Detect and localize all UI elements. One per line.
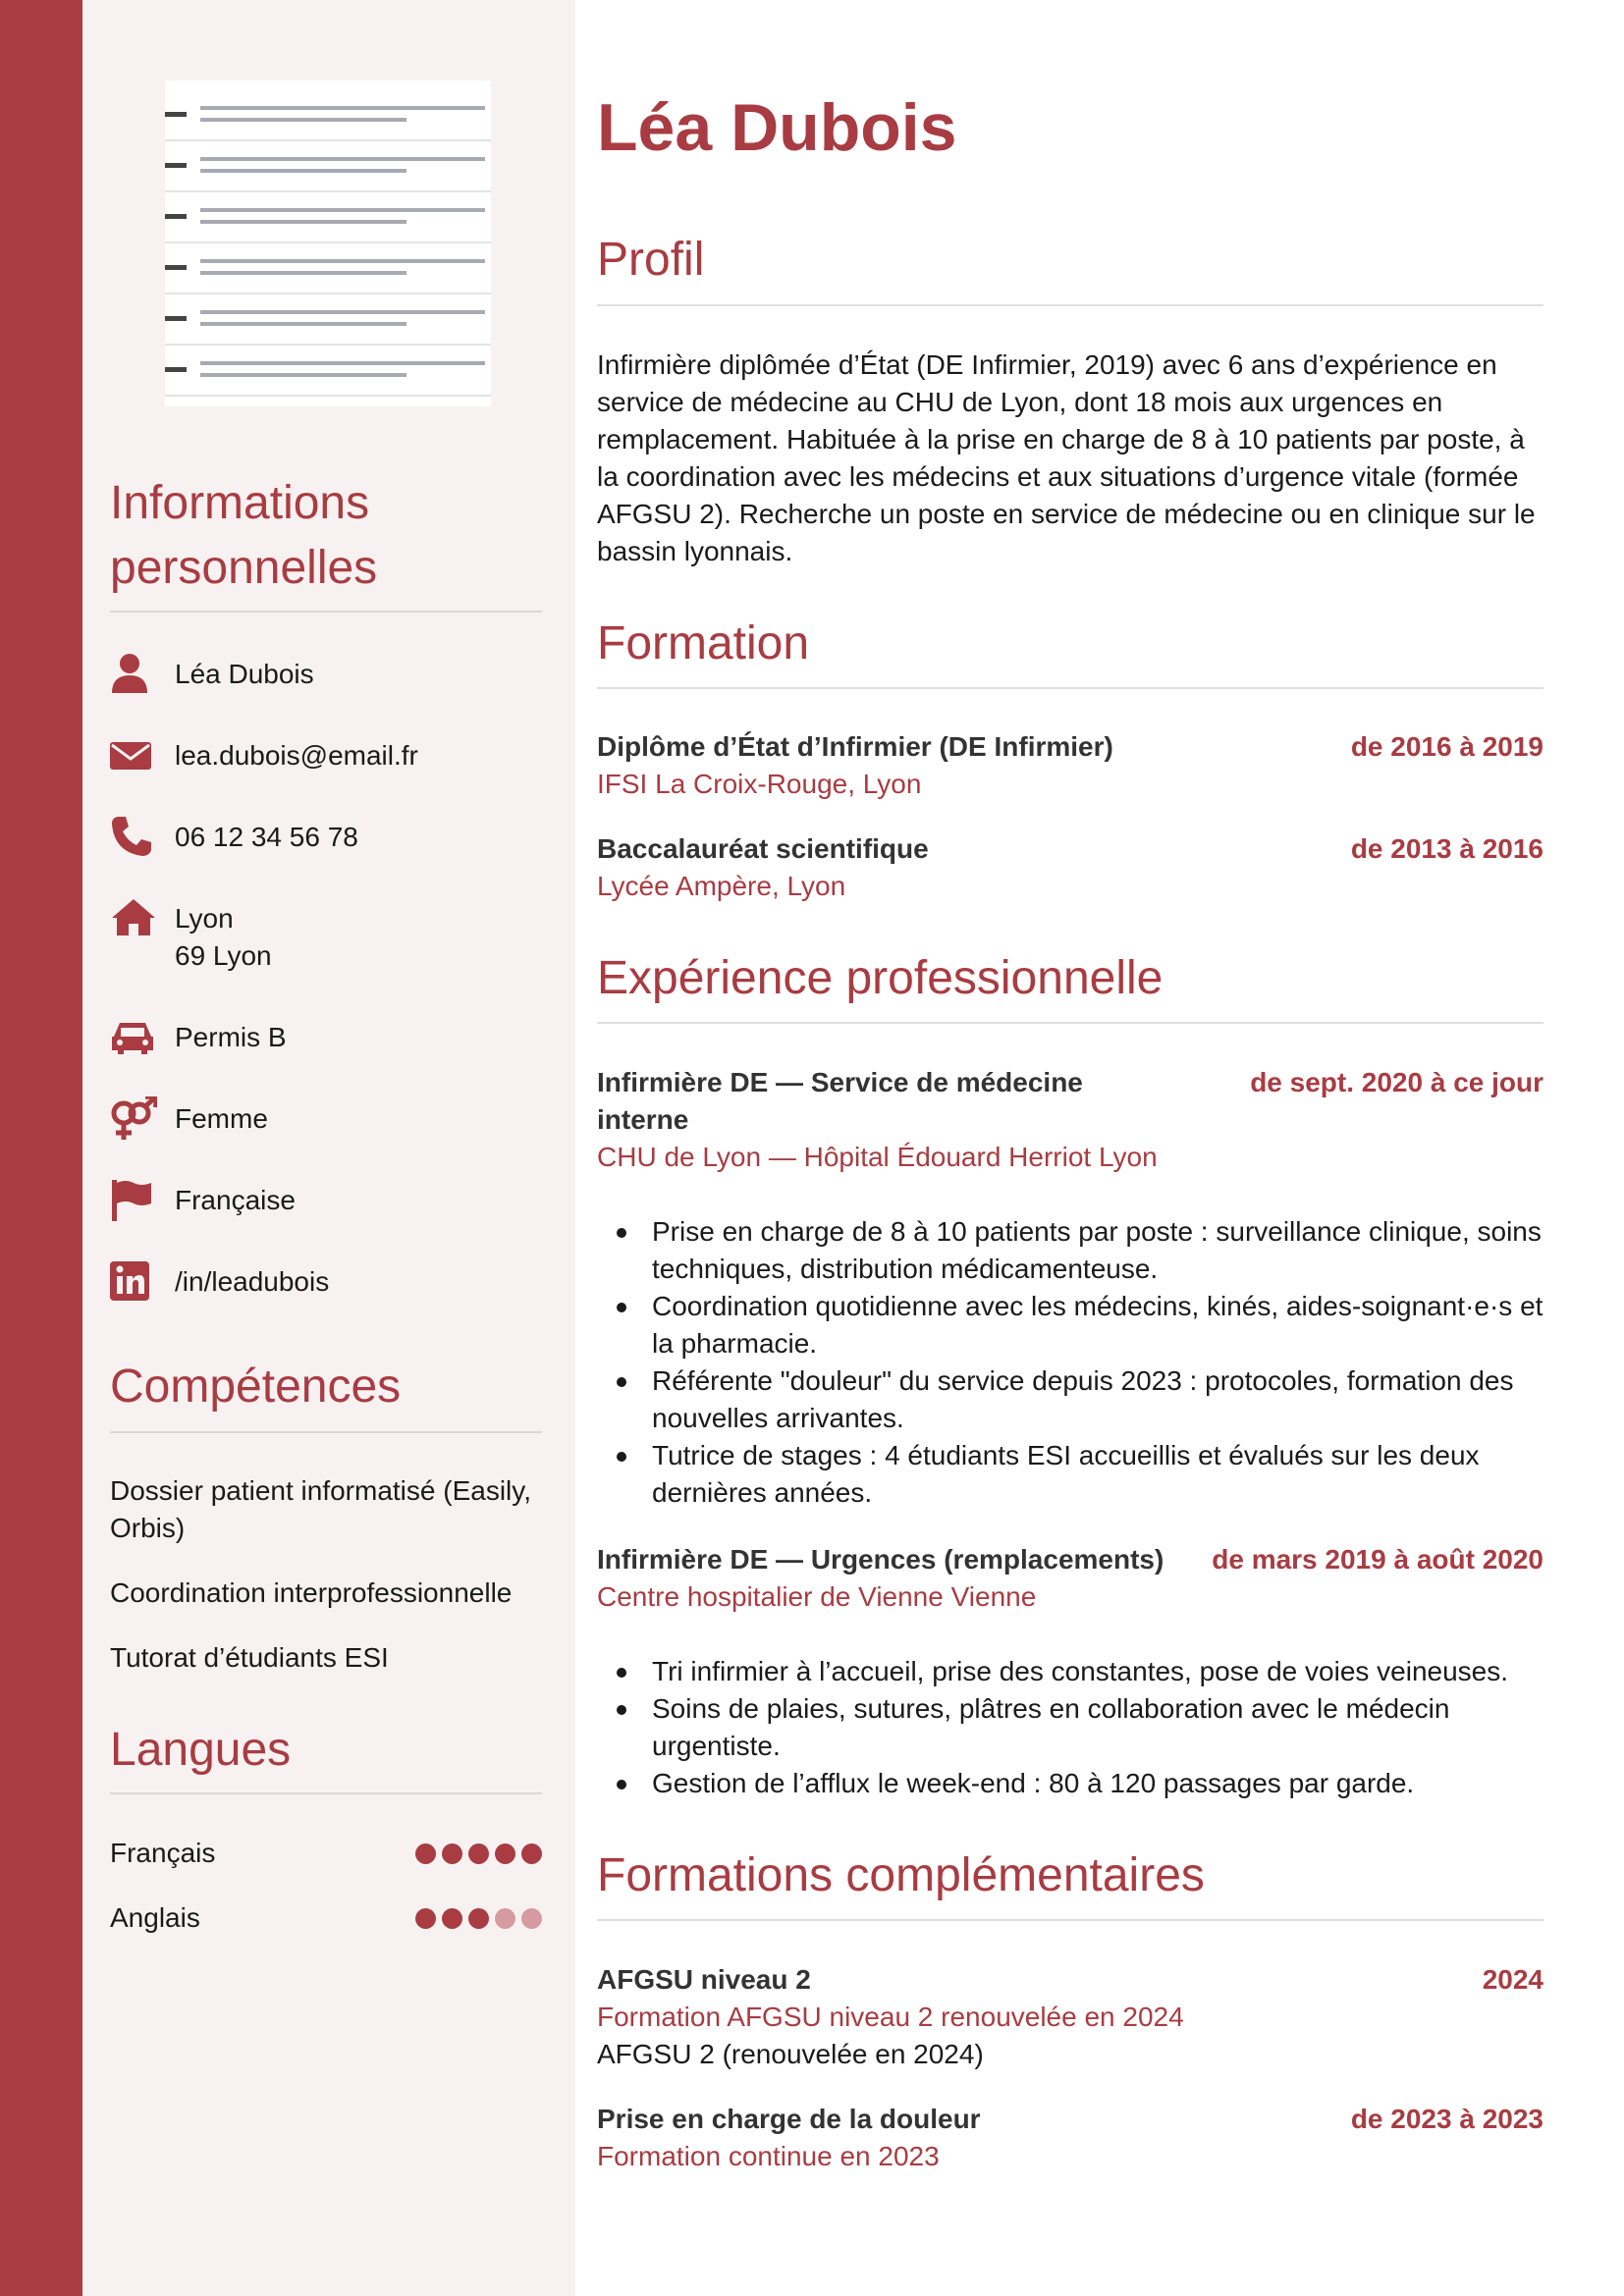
info-city: Lyon [175, 903, 234, 934]
training-date: 2024 [1482, 1964, 1543, 1995]
home-icon [110, 896, 153, 939]
info-heading: Informations personnelles [110, 477, 378, 594]
accent-bar [0, 0, 82, 2296]
profile-photo [165, 80, 491, 406]
education-school: IFSI La Croix-Rouge, Lyon [597, 769, 922, 799]
level-dot-filled [415, 1908, 436, 1929]
training-date: de 2023 à 2023 [1350, 2104, 1543, 2134]
skill-item: Dossier patient informatisé (Easily, [110, 1475, 531, 1506]
car-icon [110, 1015, 153, 1058]
skill-item: Orbis) [110, 1513, 186, 1543]
list-item: Référente "douleur" du service depuis 2023 : protocoles, formation des nouvelles arrivantes. [652, 1362, 1600, 1437]
experience-employer: CHU de Lyon — Hôpital Édouard Herriot Lyon [597, 1142, 1158, 1172]
level-dot-filled [468, 1843, 489, 1864]
mail-icon [110, 733, 153, 776]
skill-item: Coordination interprofessionnelle [110, 1577, 513, 1608]
level-dot-filled [521, 1843, 542, 1864]
level-dot-filled [442, 1908, 462, 1929]
education-rule [597, 687, 1543, 689]
training-title: AFGSU niveau 2 [597, 1964, 811, 1995]
experience-heading: Expérience professionnelle [597, 952, 1164, 1004]
info-region: 69 Lyon [175, 940, 272, 971]
training-subtitle: Formation continue en 2023 [597, 2141, 940, 2171]
linkedin-icon [110, 1259, 153, 1303]
list-item: Tutrice de stages : 4 étudiants ESI accueillis et évalués sur les deux dernières années. [652, 1437, 1600, 1512]
experience-bullets [597, 1653, 1600, 1802]
education-date: de 2016 à 2019 [1350, 731, 1543, 762]
training-heading: Formations complémentaires [597, 1849, 1205, 1901]
skills-rule [110, 1431, 542, 1433]
level-dot-empty [495, 1908, 515, 1929]
training-subtitle: Formation AFGSU niveau 2 renouvelée en 2024 [597, 2002, 1184, 2032]
language-level [409, 1908, 542, 1930]
experience-date: de mars 2019 à août 2020 [1212, 1544, 1543, 1575]
language-row [110, 1899, 542, 1937]
level-dot-filled [468, 1908, 489, 1929]
list-item: Tri infirmier à l’accueil, prise des constantes, pose de voies veineuses. [652, 1653, 1600, 1690]
list-item: Gestion de l’afflux le week-end : 80 à 120 passages par garde. [652, 1765, 1600, 1802]
language-row [110, 1835, 542, 1872]
list-item: Coordination quotidienne avec les médecins, kinés, aides-soignant·e·s et la pharmacie. [652, 1288, 1600, 1362]
flag-icon [110, 1178, 153, 1221]
level-dot-filled [495, 1843, 515, 1864]
languages-heading: Langues [110, 1724, 292, 1776]
info-rule [110, 611, 542, 613]
language-name: Anglais [110, 1902, 200, 1933]
profile-heading: Profil [597, 234, 705, 286]
languages-rule [110, 1792, 542, 1794]
experience-title: Infirmière DE — Urgences (remplacements) [597, 1544, 1164, 1575]
list-item: Prise en charge de 8 à 10 patients par poste : surveillance clinique, soins techniques, distribution médicamenteuse. [652, 1213, 1600, 1288]
phone-icon [110, 815, 153, 858]
page-title: Léa Dubois [597, 90, 957, 165]
gender-icon [110, 1096, 153, 1140]
education-date: de 2013 à 2016 [1350, 833, 1543, 864]
experience-title: Infirmière DE — Service de médecine interne [597, 1067, 1083, 1135]
person-icon [110, 652, 153, 695]
experience-employer: Centre hospitalier de Vienne Vienne [597, 1581, 1037, 1612]
education-school: Lycée Ampère, Lyon [597, 871, 846, 901]
training-rule [597, 1919, 1543, 1921]
education-heading: Formation [597, 617, 810, 669]
level-dot-empty [521, 1908, 542, 1929]
level-dot-filled [442, 1843, 462, 1864]
list-item: Soins de plaies, sutures, plâtres en collaboration avec le médecin urgentiste. [652, 1690, 1600, 1765]
education-title: Baccalauréat scientifique [597, 833, 929, 864]
skill-item: Tutorat d’étudiants ESI [110, 1642, 389, 1673]
experience-rule [597, 1022, 1543, 1024]
experience-bullets [597, 1213, 1600, 1512]
skills-heading: Compétences [110, 1361, 402, 1413]
language-name: Français [110, 1838, 216, 1868]
education-title: Diplôme d’État d’Infirmier (DE Infirmier) [597, 731, 1113, 762]
experience-date: de sept. 2020 à ce jour [1250, 1067, 1543, 1097]
training-title: Prise en charge de la douleur [597, 2104, 981, 2134]
language-level [409, 1843, 542, 1865]
profile-rule [597, 304, 1543, 306]
training-text: AFGSU 2 (renouvelée en 2024) [597, 2039, 984, 2069]
level-dot-filled [415, 1843, 436, 1864]
main-content [575, 0, 1624, 2296]
profile-text: Infirmière diplômée d’État (DE Infirmier, 2019) avec 6 ans d’expérience en service de médecine au CHU de Lyon, dont 18 mois aux urgences en remplacement. Habituée à la prise en charge de 8 à 10 patients par poste, à la coordination avec les médecins et aux situations d’urgence vitale (formée AFGSU 2). Recherche un poste en service de médecine ou en clinique sur le bassin lyonnais. [597, 349, 1536, 566]
